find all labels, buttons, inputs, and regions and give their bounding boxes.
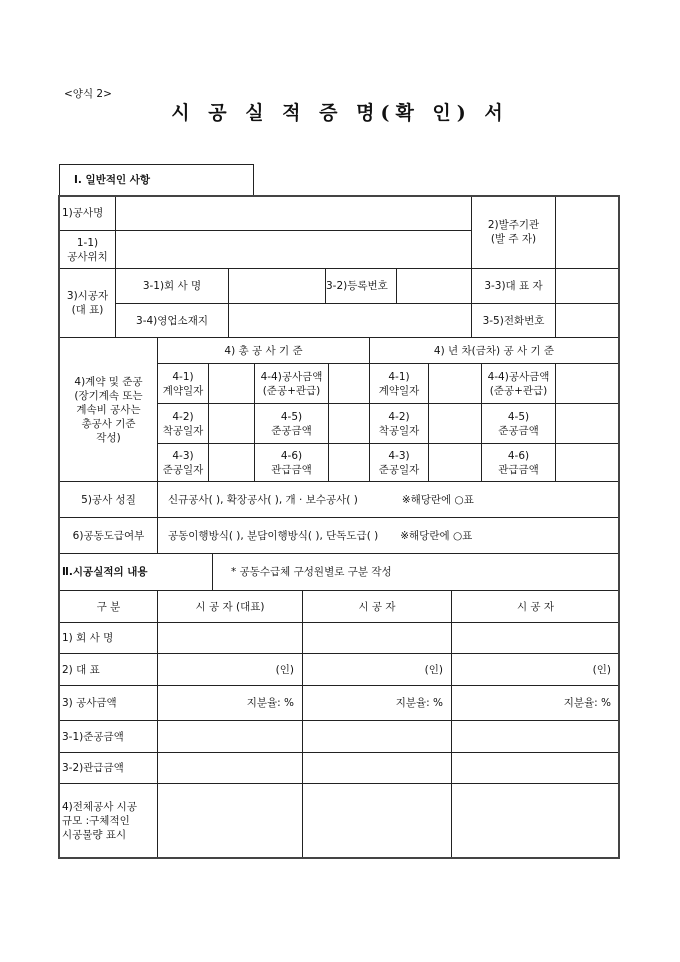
project-name-field[interactable] (115, 195, 472, 231)
joint-options-text[interactable]: 공동이행방식( ), 분담이행방식( ), 단독도급( ) (168, 529, 379, 542)
completion-amount-field[interactable] (328, 403, 370, 444)
row-label: 3) 공사금액 (59, 685, 158, 721)
label-annual-supplied-amount: 4-6) 관급금액 (481, 443, 556, 482)
joint-note: ※해당란에 ○표 (400, 529, 473, 542)
joint-options[interactable] (157, 517, 619, 554)
table-cell[interactable] (302, 720, 452, 753)
label-phone: 3-5)전화번호 (471, 303, 556, 338)
representative-field[interactable] (555, 268, 619, 304)
document-title: 시 공 실 적 증 명(확 인) 서 (171, 102, 509, 124)
label-project-name: 1)공사명 (59, 195, 116, 231)
label-completion-amount: 4-5) 준공금액 (254, 403, 329, 444)
label-business-address: 3-4)영업소재지 (115, 303, 229, 338)
label-start-date: 4-2) 착공일자 (157, 403, 209, 444)
label-annual-contract-amount: 4-4)공사금액 (준공+관급) (481, 363, 556, 404)
table-cell[interactable] (157, 622, 303, 654)
label-client: 2)발주기관 (발 주 자) (471, 195, 556, 269)
section2-heading: Ⅱ.시공실적의 내용 (59, 553, 213, 591)
label-annual-completion-amount: 4-5) 준공금액 (481, 403, 556, 444)
contract-amount-field[interactable] (328, 363, 370, 404)
table-cell[interactable] (157, 752, 303, 784)
table-cell[interactable] (451, 783, 620, 859)
nature-note: ※해당란에 ○표 (401, 493, 474, 506)
label-completion-date: 4-3) 준공일자 (157, 443, 209, 482)
annual-completion-date-field[interactable] (428, 443, 482, 482)
column-header: 시 공 자 (451, 590, 620, 623)
table-cell[interactable] (157, 783, 303, 859)
row-label: 4)전체공사 시공 규모 :구체적인 시공물량 표시 (59, 783, 158, 859)
table-cell[interactable] (451, 752, 620, 784)
label-supplied-amount: 4-6) 관급금액 (254, 443, 329, 482)
label-joint: 6)공동도급여부 (59, 517, 158, 554)
column-header: 구 분 (59, 590, 158, 623)
label-representative: 3-3)대 표 자 (471, 268, 556, 304)
contract-date-field[interactable] (208, 363, 255, 404)
label-contract-amount: 4-4)공사금액 (준공+관급) (254, 363, 329, 404)
column-header: 시 공 자 (302, 590, 452, 623)
section1-heading: Ⅰ. 일반적인 사항 (59, 164, 254, 196)
form-number: <양식 2> (64, 88, 112, 100)
client-field[interactable] (555, 195, 619, 269)
nature-options[interactable] (157, 481, 619, 518)
table-cell[interactable]: (인) (451, 653, 620, 686)
label-annual-completion-date: 4-3) 준공일자 (369, 443, 429, 482)
row-label: 1) 회 사 명 (59, 622, 158, 654)
project-location-field[interactable] (115, 230, 472, 269)
table-cell[interactable] (302, 622, 452, 654)
row-label: 2) 대 표 (59, 653, 158, 686)
annual-basis-header: 4) 년 차(금차) 공 사 기 준 (369, 337, 619, 364)
table-cell[interactable] (451, 622, 620, 654)
label-annual-start-date: 4-2) 착공일자 (369, 403, 429, 444)
section2-note: * 공동수급체 구성원별로 구분 작성 (212, 553, 619, 591)
row-label: 3-2)관급금액 (59, 752, 158, 784)
label-contractor: 3)시공자 (대 표) (59, 268, 116, 338)
table-cell[interactable] (451, 720, 620, 753)
phone-field[interactable] (555, 303, 619, 338)
table-cell[interactable]: 지분율: % (157, 685, 303, 721)
annual-supplied-amount-field[interactable] (555, 443, 619, 482)
nature-options-text[interactable]: 신규공사( ), 확장공사( ), 개 · 보수공사( ) (168, 493, 358, 506)
label-nature: 5)공사 성질 (59, 481, 158, 518)
annual-contract-date-field[interactable] (428, 363, 482, 404)
reg-no-field[interactable] (396, 268, 472, 304)
label-annual-contract-date: 4-1) 계약일자 (369, 363, 429, 404)
label-reg-no: 3-2)등록번호 (325, 268, 397, 304)
label-contract-date: 4-1) 계약일자 (157, 363, 209, 404)
row-label: 3-1)준공금액 (59, 720, 158, 753)
label-project-location: 1-1) 공사위치 (59, 230, 116, 269)
label-company-name: 3-1)회 사 명 (115, 268, 229, 304)
start-date-field[interactable] (208, 403, 255, 444)
table-cell[interactable] (302, 783, 452, 859)
table-cell[interactable]: (인) (302, 653, 452, 686)
annual-start-date-field[interactable] (428, 403, 482, 444)
table-cell[interactable]: (인) (157, 653, 303, 686)
annual-contract-amount-field[interactable] (555, 363, 619, 404)
supplied-amount-field[interactable] (328, 443, 370, 482)
table-cell[interactable]: 지분율: % (451, 685, 620, 721)
label-contract: 4)계약 및 준공 (장기계속 또는 계속비 공사는 총공사 기준 작성) (59, 337, 158, 482)
total-basis-header: 4) 총 공 사 기 준 (157, 337, 370, 364)
column-header: 시 공 자 (대표) (157, 590, 303, 623)
completion-date-field[interactable] (208, 443, 255, 482)
annual-completion-amount-field[interactable] (555, 403, 619, 444)
table-cell[interactable] (302, 752, 452, 784)
table-cell[interactable] (157, 720, 303, 753)
company-name-field[interactable] (228, 268, 326, 304)
business-address-field[interactable] (228, 303, 472, 338)
table-cell[interactable]: 지분율: % (302, 685, 452, 721)
